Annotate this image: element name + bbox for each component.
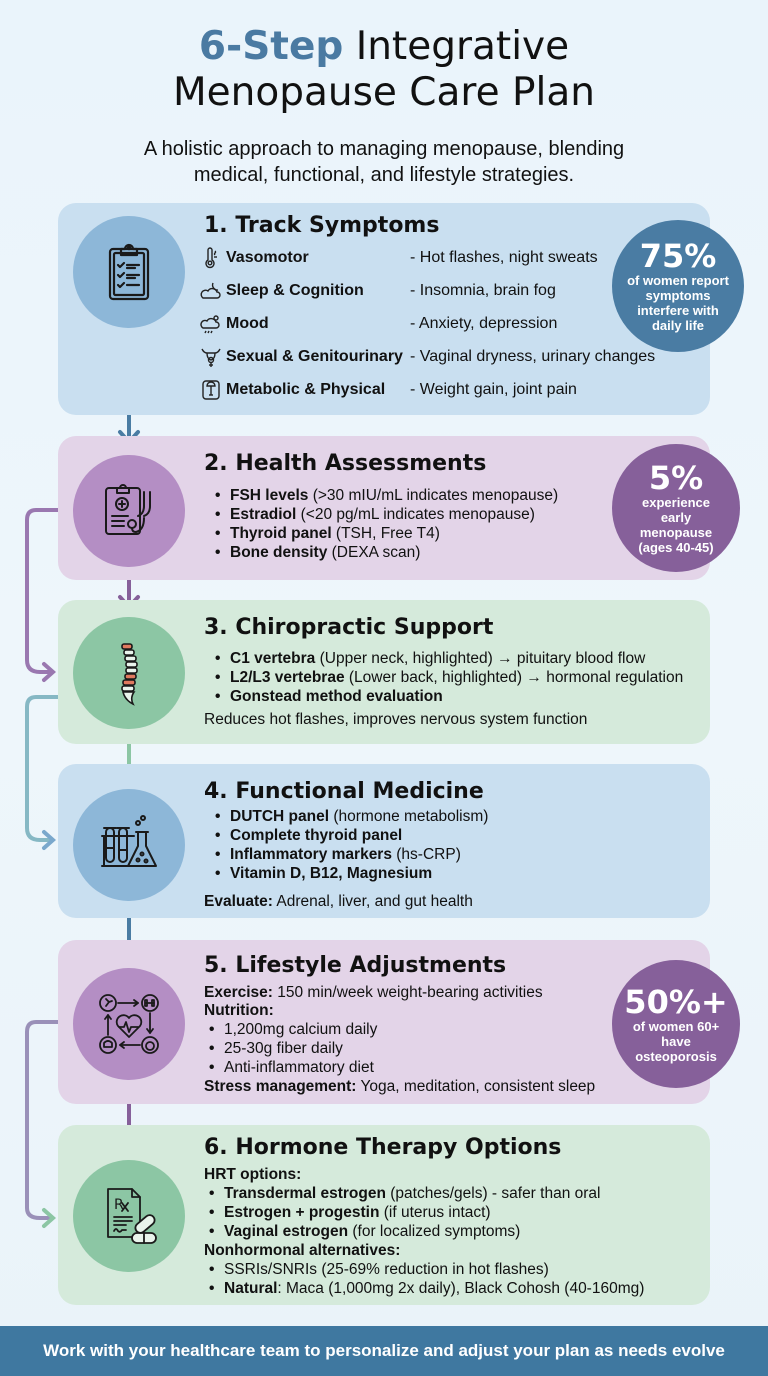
step-6-hrt-label: HRT options:: [204, 1166, 302, 1183]
title-line1: Integrative: [343, 24, 570, 69]
list-item: • Vaginal estrogen (for localized symptoms): [200, 1222, 600, 1241]
lab-flask-icon: [94, 810, 164, 880]
step-6-nonhormonal-list: [200, 1260, 644, 1298]
step-5-nutrition-list: [200, 1020, 377, 1077]
title-accent: 6-Step: [198, 24, 344, 69]
step-4-list: [206, 807, 488, 883]
step-5-icon-circle: [73, 968, 185, 1080]
step-4-icon-circle: [73, 789, 185, 901]
step-4-note: Evaluate: Adrenal, liver, and gut health: [204, 893, 473, 910]
list-item: • 25-30g fiber daily: [200, 1039, 377, 1058]
step-3-list: [206, 649, 683, 706]
list-item: • 1,200mg calcium daily: [200, 1020, 377, 1039]
list-item: • Anti-inflammatory diet: [200, 1058, 377, 1077]
step-6-hrt-list: [200, 1184, 600, 1241]
spine-icon: [94, 638, 164, 708]
step-6-icon-circle: [73, 1160, 185, 1272]
subtitle-line1: A holistic approach to managing menopause, blending: [143, 138, 625, 160]
title-line2: Menopause Care Plan: [173, 70, 595, 115]
list-item: • Inflammatory markers (hs-CRP): [206, 845, 488, 864]
moon-cloud-icon: [199, 279, 223, 303]
footer-text: Work with your healthcare team to personalize and adjust your plan as needs evolve: [43, 1341, 725, 1360]
step-3-icon-circle: [73, 617, 185, 729]
list-item: • Transdermal estrogen (patches/gels) - safer than oral: [200, 1184, 600, 1203]
step-2-icon-circle: [73, 455, 185, 567]
list-item: • Thyroid panel (TSH, Free T4): [206, 524, 558, 543]
list-item: • DUTCH panel (hormone metabolism): [206, 807, 488, 826]
footer-banner: [0, 1326, 768, 1376]
step-6-title: 6. Hormone Therapy Options: [204, 1135, 562, 1160]
list-item: • Bone density (DEXA scan): [206, 543, 558, 562]
step-3-note: Reduces hot flashes, improves nervous system function: [204, 711, 588, 728]
symptom-row-sleep: Sleep & Cognition - Insomnia, brain fog: [196, 278, 406, 304]
subtitle-line2: medical, functional, and lifestyle strategies.: [193, 164, 575, 186]
scale-icon: [199, 378, 223, 402]
symptom-row-mood: Mood - Anxiety, depression: [196, 311, 406, 337]
uterus-icon: [199, 345, 223, 369]
step-2-title: 2. Health Assessments: [204, 451, 487, 476]
list-item: • C1 vertebra (Upper neck, highlighted) → pituitary blood flow: [206, 649, 683, 668]
prescription-pills-icon: [94, 1181, 164, 1251]
stat-badge-50: 50%+ of women 60+ have osteoporosis: [612, 960, 740, 1088]
step-4-title: 4. Functional Medicine: [204, 779, 484, 804]
stat-badge-5: 5% experience early menopause (ages 40-45): [612, 444, 740, 572]
list-item: • Estrogen + progestin (if uterus intact): [200, 1203, 600, 1222]
lifestyle-cycle-icon: [94, 989, 164, 1059]
symptom-row-metabolic: Metabolic & Physical - Weight gain, joint pain: [196, 377, 406, 403]
step-3-title: 3. Chiropractic Support: [204, 615, 494, 640]
symptom-row-sexual: Sexual & Genitourinary - Vaginal dryness, urinary changes: [196, 344, 406, 370]
stat-badge-75: 75% of women report symptoms interfere with daily life: [612, 220, 744, 352]
step-5-stress: Stress management: Yoga, meditation, consistent sleep: [204, 1078, 596, 1095]
list-item: • Gonstead method evaluation: [206, 687, 683, 706]
step-2-list: [206, 486, 558, 562]
step-6-nonhormonal-label: Nonhormonal alternatives:: [204, 1242, 401, 1259]
step-1-title: 1. Track Symptoms: [204, 213, 440, 238]
symptom-row-vasomotor: Vasomotor - Hot flashes, night sweats: [196, 245, 406, 271]
step-5-nutrition-label: Nutrition:: [204, 1002, 274, 1019]
step-1-icon-circle: [73, 216, 185, 328]
list-item: • Estradiol (<20 pg/mL indicates menopause): [206, 505, 558, 524]
list-item: • Complete thyroid panel: [206, 826, 488, 845]
list-item: • Natural: Maca (1,000mg 2x daily), Black Cohosh (40-160mg): [200, 1279, 644, 1298]
step-5-title: 5. Lifestyle Adjustments: [204, 953, 507, 978]
thermometer-icon: [199, 246, 223, 270]
step-5-exercise: Exercise: 150 min/week weight-bearing activities: [204, 984, 543, 1001]
svg-text:R: R: [114, 1197, 124, 1213]
weather-cloud-icon: [199, 312, 223, 336]
clipboard-stethoscope-icon: [94, 476, 164, 546]
list-item: • L2/L3 vertebrae (Lower back, highlighted) → hormonal regulation: [206, 668, 683, 687]
list-item: • SSRIs/SNRIs (25-69% reduction in hot flashes): [200, 1260, 644, 1279]
list-item: • FSH levels (>30 mIU/mL indicates menopause): [206, 486, 558, 505]
clipboard-checklist-icon: [94, 237, 164, 307]
list-item: • Vitamin D, B12, Magnesium: [206, 864, 488, 883]
